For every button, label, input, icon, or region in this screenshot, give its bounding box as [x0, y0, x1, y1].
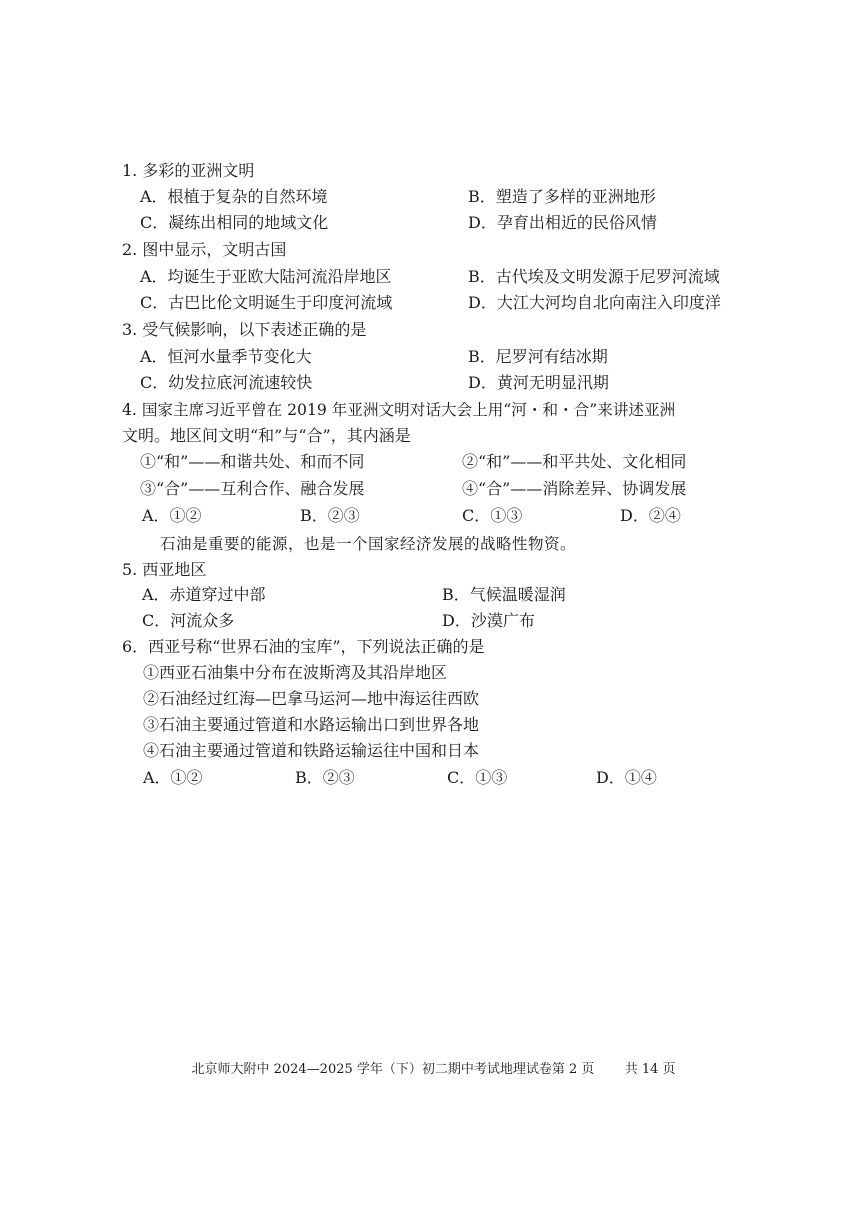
question-1-option-a: A．根植于复杂的自然环境	[140, 187, 328, 206]
question-4-stem-line-2: 文明。地区间文明“和”与“合”，其内涵是	[122, 426, 411, 445]
question-4-option-c: C．①③	[462, 506, 523, 525]
question-4-statement-1: ①“和”——和谐共处、和而不同	[140, 452, 365, 471]
question-6-stem: 6．西亚号称“世界石油的宝库”，下列说法正确的是	[122, 637, 485, 656]
question-5-option-b: B．气候温暖湿润	[442, 585, 566, 604]
question-6-statement-3: ③石油主要通过管道和水路运输出口到世界各地	[143, 715, 480, 734]
question-1-option-d: D．孕育出相近的民俗风情	[468, 213, 657, 232]
footer-page-total: 共 14 页	[624, 1062, 676, 1077]
question-5-option-c: C．河流众多	[142, 611, 235, 630]
question-2-option-c: C．古巴比伦文明诞生于印度河流域	[140, 293, 393, 312]
footer-exam-info: 北京师大附中 2024—2025 学年（下）初二期中考试地理试卷第 2 页	[191, 1062, 595, 1077]
page-footer	[0, 1058, 867, 1077]
question-2-option-b: B．古代埃及文明发源于尼罗河流域	[468, 267, 720, 286]
question-6-option-b: B．②③	[295, 768, 355, 787]
question-1-stem: 1. 多彩的亚洲文明	[122, 161, 255, 180]
question-6-option-c: C．①③	[447, 768, 508, 787]
question-3-option-c: C．幼发拉底河流速较快	[140, 373, 313, 392]
question-6-statement-1: ①西亚石油集中分布在波斯湾及其沿岸地区	[143, 663, 448, 682]
question-2-option-d: D．大江大河均自北向南注入印度洋	[468, 293, 721, 312]
question-3-option-a: A．恒河水量季节变化大	[140, 347, 312, 366]
question-4-stem-line-1: 4. 国家主席习近平曾在 2019 年亚洲文明对话大会上用“河・和・合”来讲述亚洲	[122, 401, 676, 419]
question-3-option-d: D．黄河无明显汛期	[468, 373, 609, 392]
question-1-option-c: C．凝练出相同的地域文化	[140, 213, 329, 232]
question-4-statement-4: ④“合”——消除差异、协调发展	[462, 479, 687, 498]
question-6-statement-2: ②石油经过红海—巴拿马运河—地中海运往西欧	[143, 689, 480, 708]
question-6-option-d: D．①④	[596, 768, 657, 787]
question-3-option-b: B．尼罗河有结冰期	[468, 347, 608, 366]
question-5-stem: 5. 西亚地区	[122, 560, 207, 579]
question-6-option-a: A．①②	[143, 768, 203, 787]
material-intro: 石油是重要的能源，也是一个国家经济发展的战略性物资。	[160, 535, 577, 553]
question-4-option-d: D．②④	[620, 506, 681, 525]
question-6-statement-4: ④石油主要通过管道和铁路运输运往中国和日本	[143, 741, 480, 760]
question-2-option-a: A．均诞生于亚欧大陆河流沿岸地区	[140, 267, 392, 286]
question-4-option-b: B．②③	[300, 506, 360, 525]
question-3-stem: 3. 受气候影响，以下表述正确的是	[122, 320, 367, 339]
question-4-option-a: A．①②	[142, 506, 202, 525]
question-5-option-a: A．赤道穿过中部	[142, 585, 266, 604]
question-2-stem: 2. 图中显示，文明古国	[122, 240, 287, 259]
question-5-option-d: D．沙漠广布	[442, 611, 535, 630]
question-1-option-b: B．塑造了多样的亚洲地形	[468, 187, 656, 206]
question-4-statement-3: ③“合”——互利合作、融合发展	[140, 479, 365, 498]
question-4-statement-2: ②“和”——和平共处、文化相同	[462, 452, 687, 471]
